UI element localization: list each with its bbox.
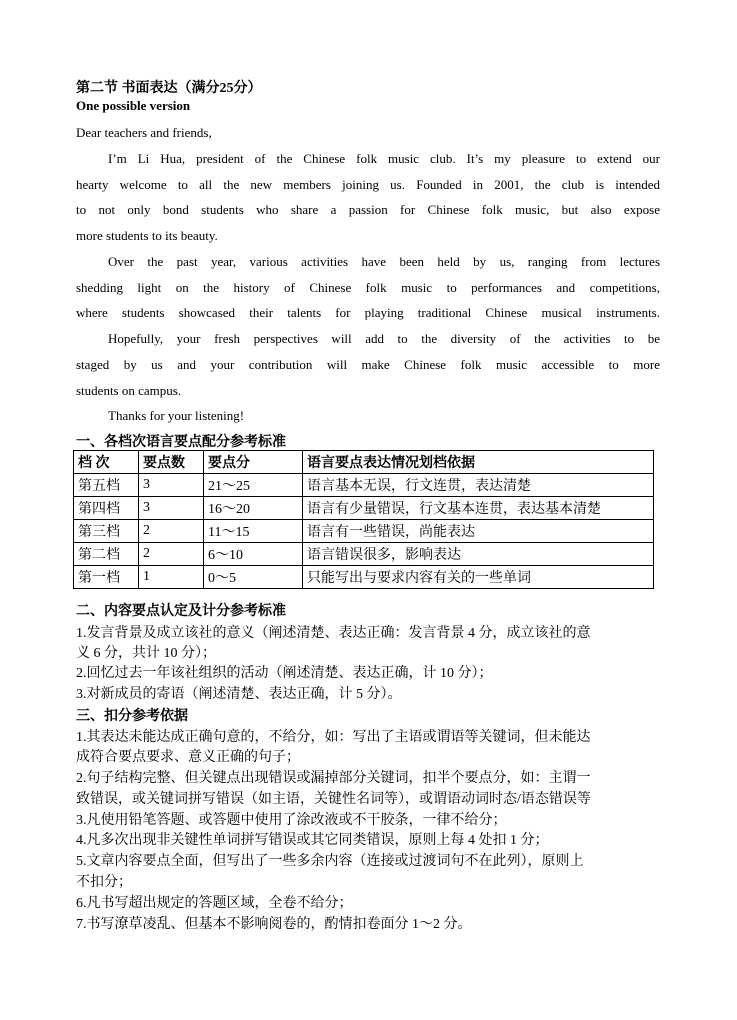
- section2-line: 3.对新成员的寄语（阐述清楚、表达正确，计 5 分）。: [76, 687, 402, 702]
- table-cell: 6～10: [204, 543, 303, 566]
- section3-line: 致错误，或关键词拼写错误（如主语，关键性名词等），或谓语动词时态/语态错误等: [76, 792, 591, 807]
- table-cell: 2: [139, 543, 204, 566]
- table-header-cell: 要点分: [204, 451, 303, 474]
- section-title: 第二节 书面表达（满分25分）: [76, 81, 262, 96]
- letter-salutation: Dear teachers and friends,: [76, 125, 212, 140]
- table-cell: 11～15: [204, 520, 303, 543]
- table-cell: 0～5: [204, 566, 303, 589]
- table-cell: 第五档: [74, 474, 139, 497]
- table-row: [74, 497, 654, 520]
- section3-line: 6.凡书写超出规定的答题区域，全卷不给分；: [76, 896, 353, 911]
- scoring-table: [73, 450, 654, 589]
- table-cell: 只能写出与要求内容有关的一些单词: [303, 566, 654, 589]
- table-header-cell: 语言要点表达情况划档依据: [303, 451, 654, 474]
- table-cell: 语言错误很多，影响表达: [303, 543, 654, 566]
- version-label: One possible version: [76, 98, 191, 113]
- section2-line: 1.发言背景及成立该社的意义（阐述清楚、表达正确：发言背景 4 分，成立该社的意: [76, 626, 591, 641]
- section3-line: 成符合要点要求、意义正确的句子；: [76, 750, 300, 765]
- letter-p1-line-1: I’m Li Hua, president of the Chinese folk music club. It’s my pleasure to extend our: [108, 151, 660, 166]
- section2-heading: 二、内容要点认定及计分参考标准: [76, 604, 286, 619]
- section2-line: 2.回忆过去一年该社组织的活动（阐述清楚、表达正确，计 10 分）；: [76, 666, 493, 681]
- table-cell: 语言有一些错误，尚能表达: [303, 520, 654, 543]
- table-cell: 第一档: [74, 566, 139, 589]
- letter-closing: Thanks for your listening!: [108, 408, 245, 423]
- section3-line: 3.凡使用铅笔答题、或答题中使用了涂改液或不干胶条，一律不给分；: [76, 813, 507, 828]
- table-cell: 第二档: [74, 543, 139, 566]
- section3-line: 4.凡多次出现非关键性单词拼写错误或其它同类错误，原则上每 4 处扣 1 分；: [76, 833, 549, 848]
- table-cell: 3: [139, 474, 204, 497]
- table-header-cell: 要点数: [139, 451, 204, 474]
- table-cell: 16～20: [204, 497, 303, 520]
- table-header-cell: 档 次: [74, 451, 139, 474]
- section3-line: 7.书写潦草凌乱、但基本不影响阅卷的，酌情扣卷面分 1～2 分。: [76, 917, 472, 932]
- section3-line: 2.句子结构完整、但关键点出现错误或漏掉部分关键词，扣半个要点分，如：主谓一: [76, 771, 591, 786]
- table-cell: 第四档: [74, 497, 139, 520]
- table-cell: 3: [139, 497, 204, 520]
- section3-heading: 三、扣分参考依据: [76, 709, 188, 724]
- table-row: [74, 520, 654, 543]
- letter-p2-line-3: where students showcased their talents for playing traditional Chinese musical instruments.: [76, 305, 660, 320]
- section3-line: 1.其表达未能达成正确句意的，不给分，如：写出了主语或谓语等关键词，但未能达: [76, 730, 591, 745]
- letter-p3-line-1: Hopefully, your fresh perspectives will add to the diversity of the activities to be: [108, 331, 660, 346]
- section1-heading: 一、各档次语言要点配分参考标准: [76, 435, 286, 450]
- letter-p1-line-3: to not only bond students who share a passion for Chinese folk music, but also expose: [76, 202, 660, 217]
- table-cell: 2: [139, 520, 204, 543]
- table-header-row: [74, 451, 654, 474]
- table-cell: 语言基本无误，行文连贯，表达清楚: [303, 474, 654, 497]
- letter-p3-line-2: staged by us and your contribution will make Chinese folk music accessible to more: [76, 357, 660, 372]
- letter-p2-line-1: Over the past year, various activities have been held by us, ranging from lectures: [108, 254, 660, 269]
- section3-line: 5.文章内容要点全面，但写出了一些多余内容（连接或过渡词句不在此列），原则上: [76, 854, 584, 869]
- table-cell: 1: [139, 566, 204, 589]
- table-row: [74, 543, 654, 566]
- section3-line: 不扣分；: [76, 875, 132, 890]
- letter-p1-line-2: hearty welcome to all the new members joining us. Founded in 2001, the club is intended: [76, 177, 660, 192]
- table-row: [74, 566, 654, 589]
- section2-line: 义 6 分，共计 10 分）；: [76, 646, 216, 661]
- table-cell: 21～25: [204, 474, 303, 497]
- table-cell: 语言有少量错误，行文基本连贯，表达基本清楚: [303, 497, 654, 520]
- table-row: [74, 474, 654, 497]
- letter-p3-line-3: students on campus.: [76, 383, 182, 398]
- letter-p2-line-2: shedding light on the history of Chinese folk music to performances and competitions,: [76, 280, 660, 295]
- table-cell: 第三档: [74, 520, 139, 543]
- letter-p1-line-4: more students to its beauty.: [76, 228, 218, 243]
